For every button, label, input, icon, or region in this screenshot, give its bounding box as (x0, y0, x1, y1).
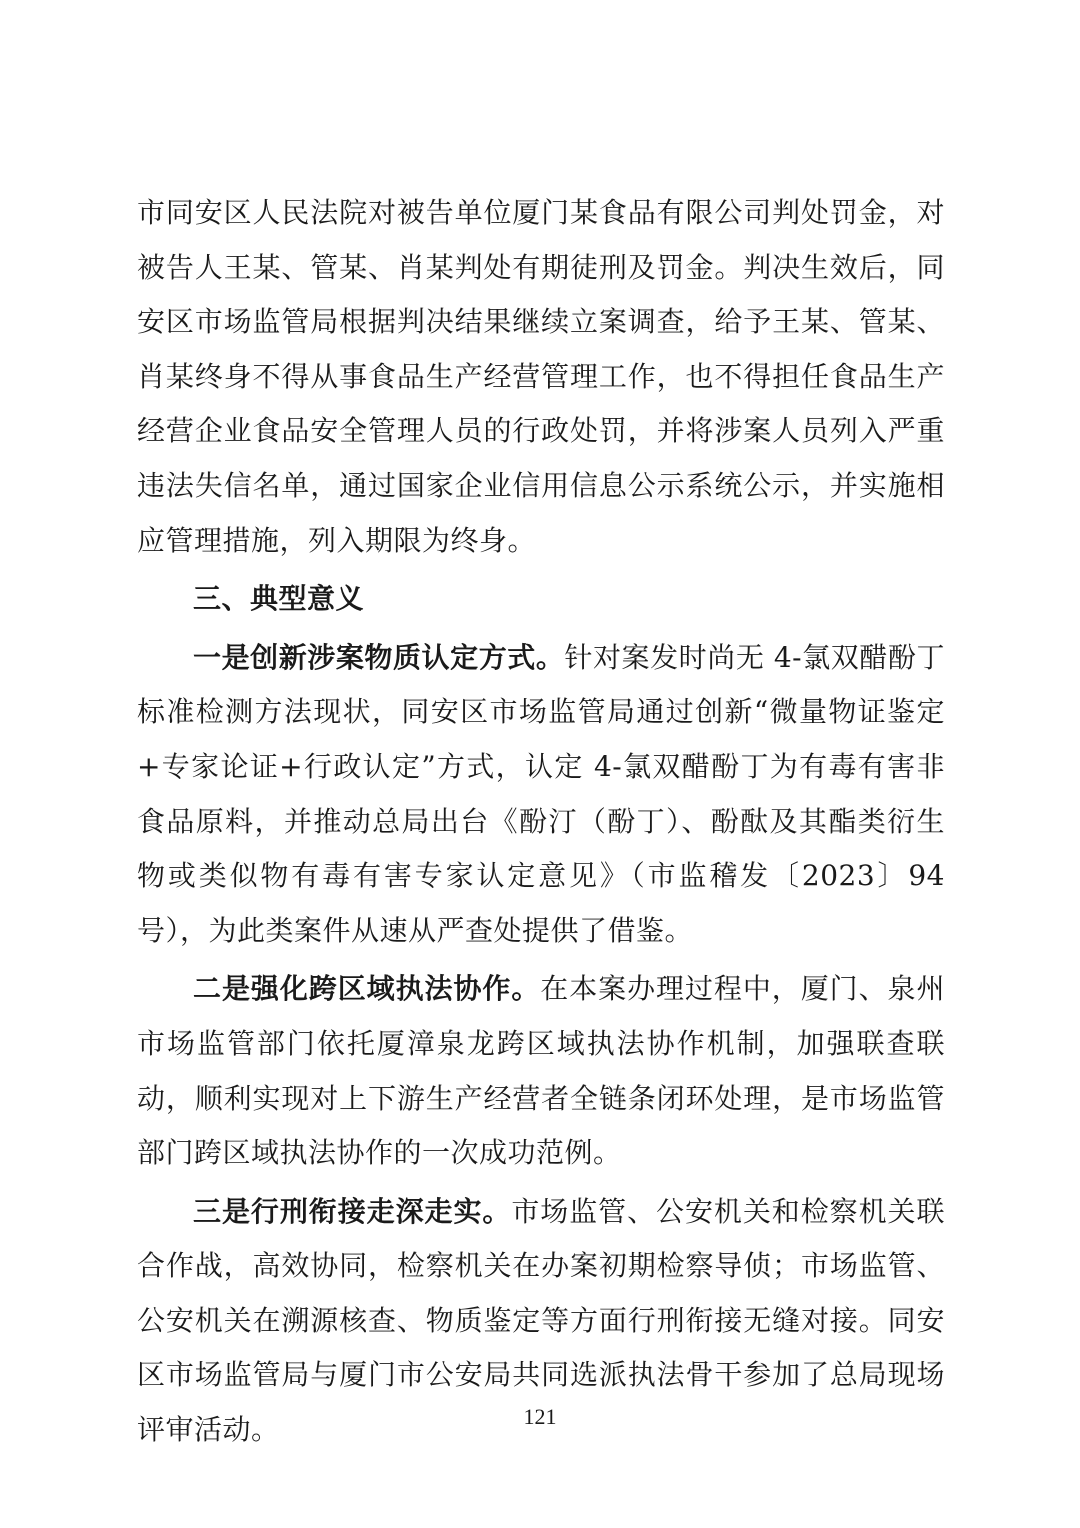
paragraph-innovation (137, 631, 945, 959)
paragraph-continuation (137, 186, 945, 568)
paragraph-lead: 三是行刑衔接走深走实。 (193, 1194, 512, 1228)
section-heading (137, 572, 945, 627)
page-number: 121 (523, 1404, 557, 1429)
paragraph-cross-region (137, 962, 945, 1180)
paragraph-text: 在本案办理过程中，厦门、泉州市场监管部门依托厦漳泉龙跨区域执法协作机制，加强联查联动，顺利实现对上下游生产经营者全链条闭环处理，是市场监管部门跨区域执法协作的一次成功范例。 (137, 972, 945, 1170)
paragraph-text: 市场监管、公安机关和检察机关联合作战，高效协同，检察机关在办案初期检察导侦；市场监管、公安机关在溯源核查、物质鉴定等方面行刑衔接无缝对接。同安区市场监管局与厦门市公安局共同选派执法骨干参加了总局现场评审活动。 (137, 1194, 945, 1447)
paragraph-text: 市同安区人民法院对被告单位厦门某食品有限公司判处罚金，对被告人王某、管某、肖某判处有期徒刑及罚金。判决生效后，同安区市场监管局根据判决结果继续立案调查，给予王某、管某、肖某终身不得从事食品生产经营管理工作，也不得担任食品生产经营企业食品安全管理人员的行政处罚，并将涉案人员列入严重违法失信名单，通过国家企业信用信息公示系统公示，并实施相应管理措施，列入期限为终身。 (137, 196, 945, 557)
paragraph-lead: 二是强化跨区域执法协作。 (193, 972, 541, 1006)
paragraph-lead: 一是创新涉案物质认定方式。 (193, 640, 565, 674)
heading-text: 三、典型意义 (193, 582, 365, 616)
document-body (137, 186, 945, 1458)
paragraph-text: 针对案发时尚无 4-氯双醋酚丁标准检测方法现状，同安区市场监管局通过创新“微量物证鉴定+专家论证+行政认定”方式，认定 4-氯双醋酚丁为有毒有害非食品原料，并推动总局出台《酚汀（酚丁）、酚酞及其酯类衍生物或类似物有毒有害专家认定意见》（市监稽发〔2023〕94 号），为此类案件从速从严查处提供了借鉴。 (137, 640, 945, 947)
